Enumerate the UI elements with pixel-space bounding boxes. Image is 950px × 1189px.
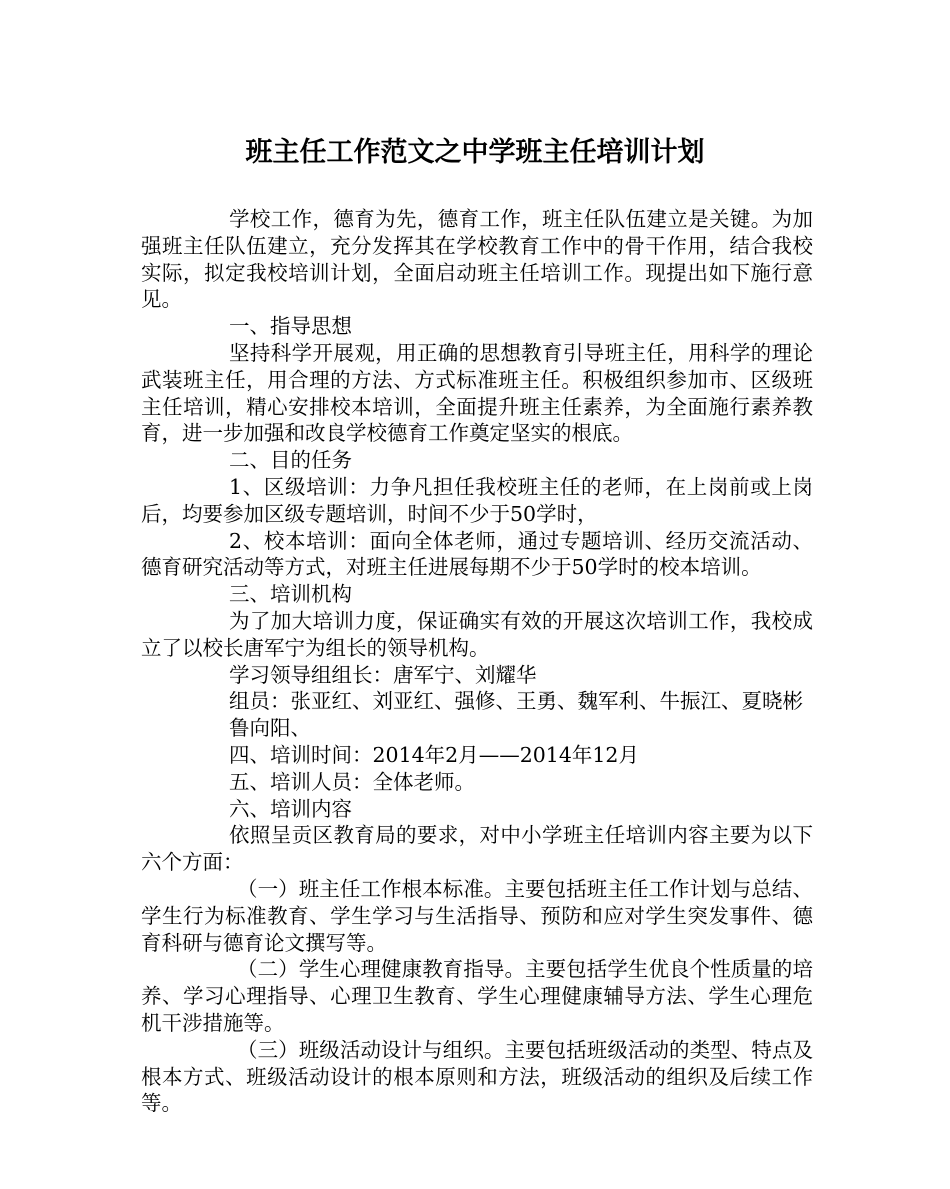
paragraph-guiding-ideology: 坚持科学开展观，用正确的思想教育引导班主任，用科学的理论武装班主任，用合理的方法、方式标准班主任。积极组织参加市、区级班主任培训，精心安排校本培训，全面提升班主任素养，为全面施行素养教育，进一步加强和改良学校德育工作奠定坚实的根底。 bbox=[141, 340, 813, 446]
paragraph-intro: 学校工作，德育为先，德育工作，班主任队伍建立是关键。为加强班主任队伍建立，充分发挥其在学校教育工作中的骨干作用，结合我校实际，拟定我校培训计划，全面启动班主任培训工作。现提出如下施行意见。 bbox=[141, 207, 813, 312]
section-heading-training-time: 四、培训时间：2014年2月——2014年12月 bbox=[229, 742, 639, 767]
section-heading-goals: 二、目的任务 bbox=[229, 448, 352, 473]
document-body bbox=[141, 206, 813, 1117]
document-title: 班主任工作范文之中学班主任培训计划 bbox=[245, 137, 705, 168]
paragraph-group-members-cont: 鲁向阳、 bbox=[229, 716, 311, 741]
section-heading-training-personnel: 五、培训人员：全体老师。 bbox=[229, 769, 475, 794]
section-heading-guiding-ideology: 一、指导思想 bbox=[229, 314, 352, 339]
paragraph-school-training: 2、校本培训：面向全体老师，通过专题培训、经历交流活动、德育研究活动等方式，对班主任进展每期不少于50学时的校本培训。 bbox=[141, 528, 813, 580]
paragraph-group-members: 组员：张亚红、刘亚红、强修、王勇、魏军利、牛振江、夏晓彬 bbox=[229, 689, 803, 714]
paragraph-content-item-3: （三）班级活动设计与组织。主要包括班级活动的类型、特点及根本方式、班级活动设计的根本原则和方法，班级活动的组织及后续工作等。 bbox=[141, 1037, 813, 1116]
paragraph-organization: 为了加大培训力度，保证确实有效的开展这次培训工作，我校成立了以校长唐军宁为组长的领导机构。 bbox=[141, 608, 813, 660]
paragraph-content-intro: 依照呈贡区教育局的要求，对中小学班主任培训内容主要为以下六个方面： bbox=[141, 823, 813, 875]
section-heading-training-content: 六、培训内容 bbox=[229, 796, 352, 821]
paragraph-content-item-1: （一）班主任工作根本标准。主要包括班主任工作计划与总结、学生行为标准教育、学生学习与生活指导、预防和应对学生突发事件、德育科研与德育论文撰写等。 bbox=[141, 876, 813, 955]
paragraph-district-training: 1、区级培训：力争凡担任我校班主任的老师，在上岗前或上岗后，均要参加区级专题培训，时间不少于50学时， bbox=[141, 474, 813, 526]
paragraph-group-leaders: 学习领导组组长：唐军宁、刘耀华 bbox=[229, 662, 537, 687]
section-heading-organization: 三、培训机构 bbox=[229, 582, 352, 607]
paragraph-content-item-2: （二）学生心理健康教育指导。主要包括学生优良个性质量的培养、学习心理指导、心理卫生教育、学生心理健康辅导方法、学生心理危机干涉措施等。 bbox=[141, 957, 813, 1035]
